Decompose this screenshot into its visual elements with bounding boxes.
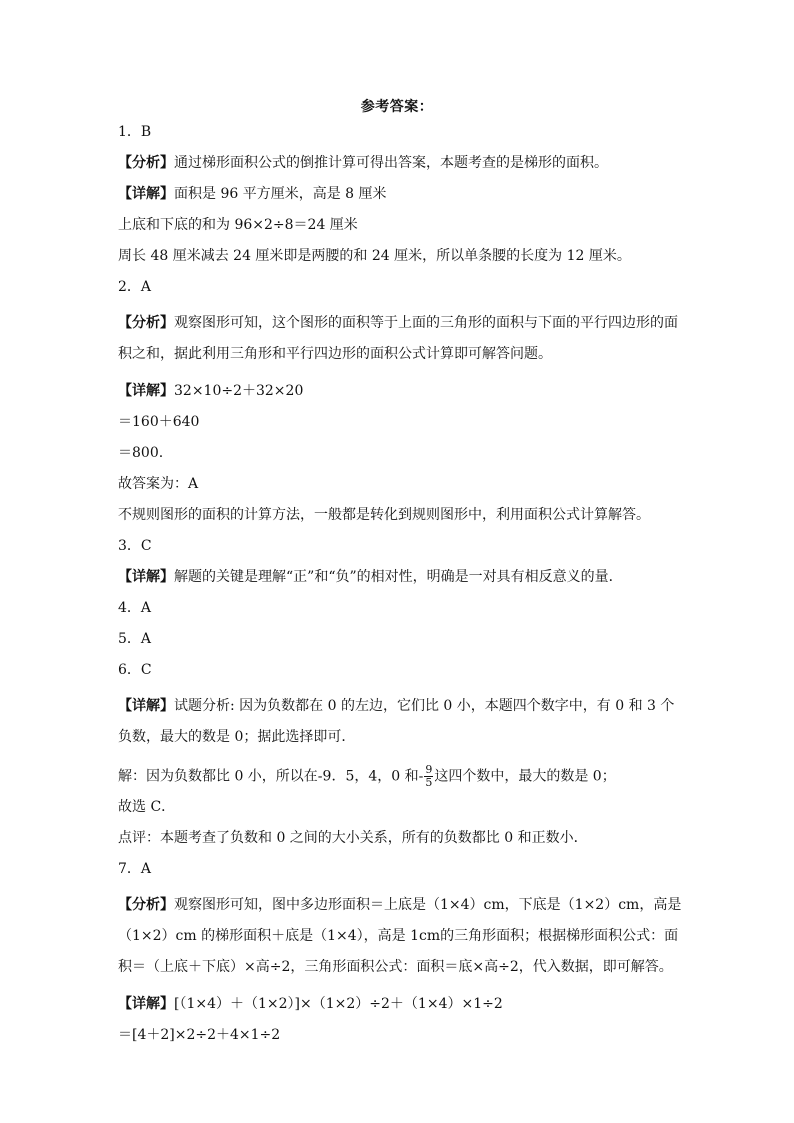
q1-line2: 上底和下底的和为 96×2÷8＝24 厘米 bbox=[118, 217, 358, 233]
q1-detail bbox=[118, 184, 684, 204]
q2-note: 不规则图形的面积的计算方法，一般都是转化到规则图形中，利用面积公式计算解答。 bbox=[118, 507, 650, 523]
q2-detail-text: 32×10÷2＋32×20 bbox=[174, 383, 304, 399]
q7-answer: 7．A bbox=[118, 861, 152, 877]
detail-tag: 【详解】 bbox=[118, 383, 174, 399]
q7-detail bbox=[118, 994, 684, 1014]
analysis-tag: 【分析】 bbox=[118, 315, 174, 331]
q4-answer: 4．A bbox=[118, 600, 152, 616]
detail-tag: 【详解】 bbox=[118, 996, 174, 1012]
q7-detail-text: [（1×4）＋（1×2）]×（1×2）÷2＋（1×4）×1÷2 bbox=[174, 996, 503, 1012]
q1-analysis bbox=[118, 153, 684, 173]
q1-detail-text: 面积是 96 平方厘米，高是 8 厘米 bbox=[174, 186, 387, 202]
q2-detail bbox=[118, 381, 684, 401]
answer-content bbox=[118, 122, 684, 1056]
q1-line3: 周长 48 厘米减去 24 厘米即是两腰的和 24 厘米，所以单条腰的长度为 12 厘米。 bbox=[118, 248, 631, 264]
detail-tag: 【详解】 bbox=[118, 569, 174, 585]
q3-answer: 3．C bbox=[118, 538, 152, 554]
q7-analysis-text: 观察图形可知，图中多边形面积＝上底是（1×4）cm，下底是（1×2）cm，高是（1×2）cm 的梯形面积＋底是（1×4），高是 1cm的三角形面积；根据梯形面积公式：面积＝（上底＋下底）×高÷2，三角形面积公式：面积＝底×高÷2，代入数据，即可解答。 bbox=[118, 897, 682, 975]
q5-answer: 5．A bbox=[118, 631, 152, 647]
q6-answer: 6．C bbox=[118, 662, 152, 678]
q6-solution-prefix: 解：因为负数都比 0 小，所以在-9．5，4，0 和- bbox=[118, 768, 424, 785]
fraction-denominator: 5 bbox=[425, 776, 433, 789]
analysis-tag: 【分析】 bbox=[118, 897, 174, 913]
q6-conclusion: 故选 C． bbox=[118, 799, 176, 815]
fraction-numerator: 9 bbox=[425, 763, 433, 776]
page-title: 参考答案： bbox=[360, 99, 434, 115]
q6-solution-suffix: 这四个数中，最大的数是 0； bbox=[434, 768, 616, 785]
q3-detail bbox=[118, 567, 684, 587]
q2-conclusion: 故答案为：A bbox=[118, 476, 199, 492]
q1-answer: 1．B bbox=[118, 124, 152, 140]
detail-tag: 【详解】 bbox=[118, 186, 174, 202]
q7-analysis bbox=[118, 890, 684, 983]
fraction bbox=[424, 764, 433, 789]
q2-analysis-text: 观察图形可知，这个图形的面积等于上面的三角形的面积与下面的平行四边形的面积之和，据此利用三角形和平行四边形的面积公式计算即可解答问题。 bbox=[118, 315, 678, 362]
q6-detail-text: 试题分析: 因为负数都在 0 的左边，它们比 0 小，本题四个数字中，有 0 和 3 个负数，最大的数是 0；据此选择即可． bbox=[118, 698, 675, 745]
q2-step1: ＝160＋640 bbox=[118, 414, 200, 430]
q6-detail bbox=[118, 691, 684, 753]
q2-analysis bbox=[118, 308, 684, 370]
detail-tag: 【详解】 bbox=[118, 698, 174, 714]
q1-analysis-text: 通过梯形面积公式的倒推计算可得出答案，本题考查的是梯形的面积。 bbox=[174, 155, 608, 171]
q7-step1: ＝[4＋2]×2÷2＋4×1÷2 bbox=[118, 1027, 281, 1043]
q2-answer: 2．A bbox=[118, 279, 152, 295]
analysis-tag: 【分析】 bbox=[118, 155, 174, 171]
q2-step2: ＝800. bbox=[118, 445, 164, 461]
q6-solution bbox=[118, 764, 684, 789]
q6-comment: 点评：本题考查了负数和 0 之间的大小关系，所有的负数都比 0 和正数小． bbox=[118, 830, 588, 846]
q3-detail-text: 解题的关键是理解“正”和“负”的相对性，明确是一对具有相反意义的量． bbox=[174, 569, 623, 585]
